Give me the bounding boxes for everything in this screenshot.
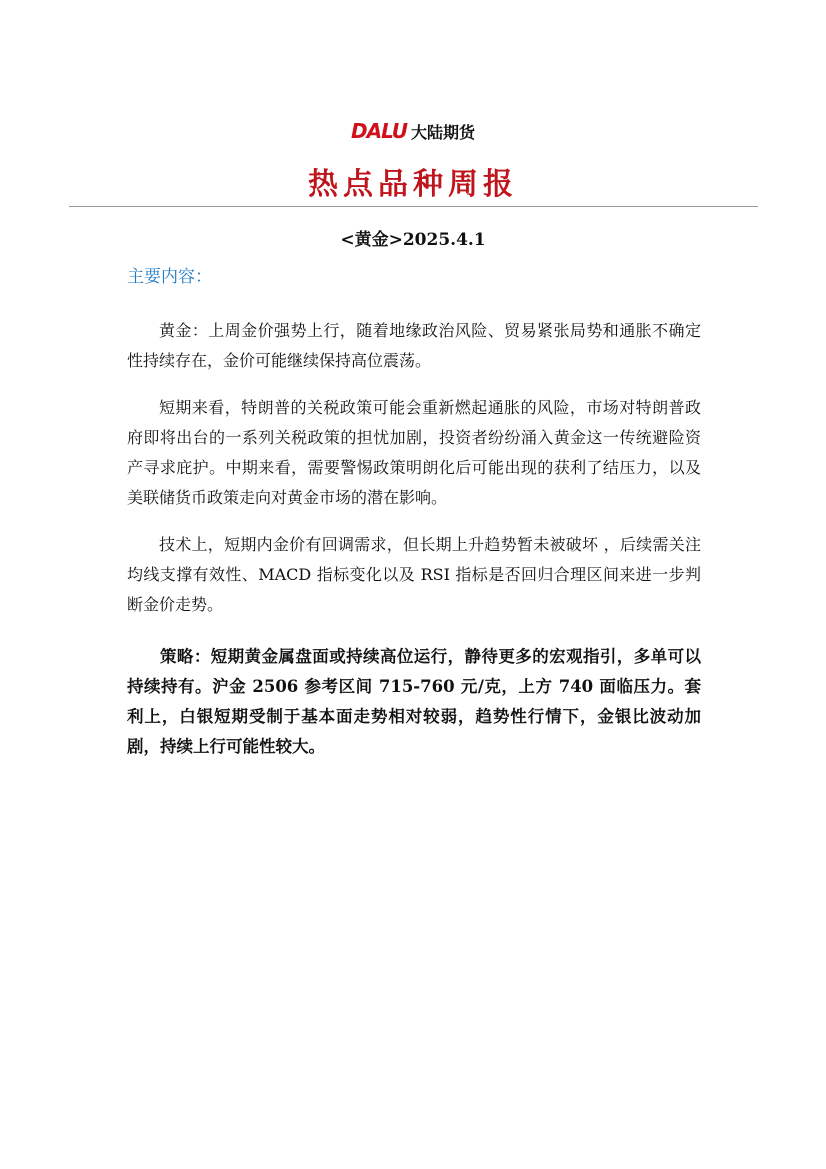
report-subtitle: <黄金>2025.4.1 [340,230,486,250]
paragraph-technical: 技术上，短期内金价有回调需求，但长期上升趋势暂未被破坏 ，后续需关注均线支撑有效性、MACD 指标变化以及 RSI 指标是否回归合理区间来进一步判断金价走势。 [127,535,701,614]
paragraph-strategy: 策略：短期黄金属盘面或持续高位运行，静待更多的宏观指引，多单可以持续持有。沪金 2506 参考区间 715-760 元/克，上方 740 面临压力。套利上，白银短期受制于基本面走势相对较弱，趋势性行情下，金银比波动加剧，持续上行可能性较大。 [127,647,701,756]
report-title: 热点品种周报 [308,167,518,202]
company-logo [0,119,826,143]
logo-text: 大陆期货 [410,122,475,142]
section-heading: 主要内容： [127,267,212,287]
paragraph-analysis: 短期来看，特朗普的关税政策可能会重新燃起通胀的风险，市场对特朗普政府即将出台的一系列关税政策的担忧加剧，投资者纷纷涌入黄金这一传统避险资产寻求庇护。中期来看，需要警惕政策明朗化后可能出现的获利了结压力，以及美联储货币政策走向对黄金市场的潜在影响。 [127,398,701,507]
paragraph-overview: 黄金：上周金价强势上行，随着地缘政治风险、贸易紧张局势和通胀不确定性持续存在，金价可能继续保持高位震荡。 [127,321,701,370]
title-divider [69,206,758,207]
logo-mark: DALU [351,119,407,143]
report-body [127,316,701,779]
